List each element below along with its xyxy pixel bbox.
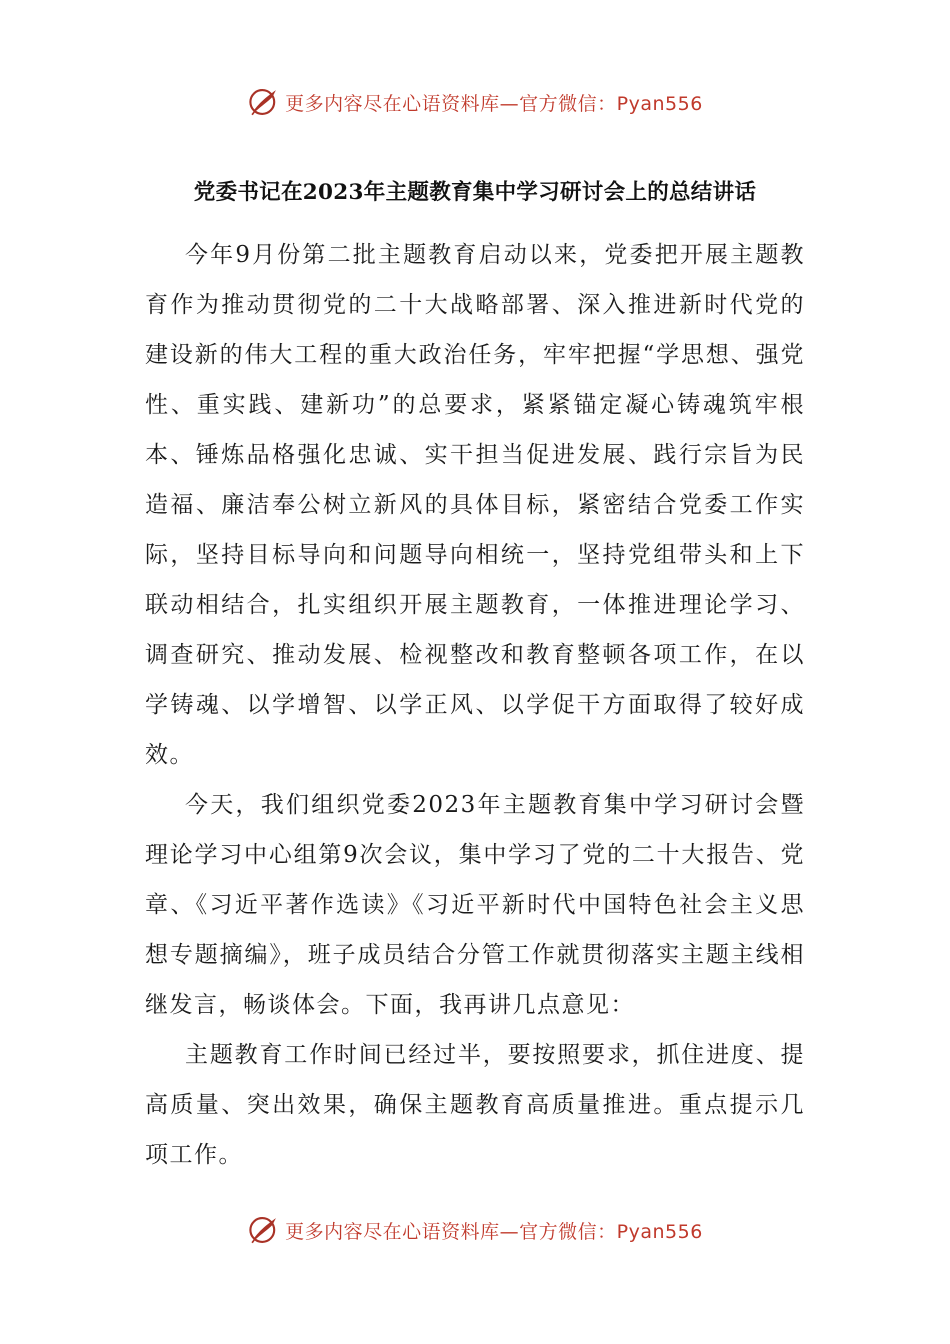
footer-banner <box>0 1210 950 1250</box>
pen-nib-logo-icon <box>247 85 281 119</box>
pen-nib-logo-icon <box>247 1213 281 1247</box>
document-body <box>145 230 805 1180</box>
header-banner-text: 更多内容尽在心语资料库—官方微信：Pyan556 <box>285 92 703 115</box>
paragraph-3: 主题教育工作时间已经过半，要按照要求，抓住进度、提高质量、突出效果，确保主题教育高质量推进。重点提示几项工作。 <box>145 1042 805 1168</box>
page-title: 党委书记在2023年主题教育集中学习研讨会上的总结讲话 <box>193 180 757 205</box>
footer-banner-text: 更多内容尽在心语资料库—官方微信：Pyan556 <box>285 1220 703 1243</box>
paragraph-2: 今天，我们组织党委2023年主题教育集中学习研讨会暨理论学习中心组第9次会议，集中学习了党的二十大报告、党章、《习近平著作选读》《习近平新时代中国特色社会主义思想专题摘编》，班子成员结合分管工作就贯彻落实主题主线相继发言，畅谈体会。下面，我再讲几点意见： <box>145 792 805 1018</box>
header-banner <box>0 82 950 122</box>
paragraph-1: 今年9月份第二批主题教育启动以来，党委把开展主题教育作为推动贯彻党的二十大战略部署、深入推进新时代党的建设新的伟大工程的重大政治任务，牢牢把握“学思想、强党性、重实践、建新功”的总要求，紧紧锚定凝心铸魂筑牢根本、锤炼品格强化忠诚、实干担当促进发展、践行宗旨为民造福、廉洁奉公树立新风的具体目标，紧密结合党委工作实际，坚持目标导向和问题导向相统一，坚持党组带头和上下联动相结合，扎实组织开展主题教育，一体推进理论学习、调查研究、推动发展、检视整改和教育整顿各项工作，在以学铸魂、以学增智、以学正风、以学促干方面取得了较好成效。 <box>145 242 805 768</box>
